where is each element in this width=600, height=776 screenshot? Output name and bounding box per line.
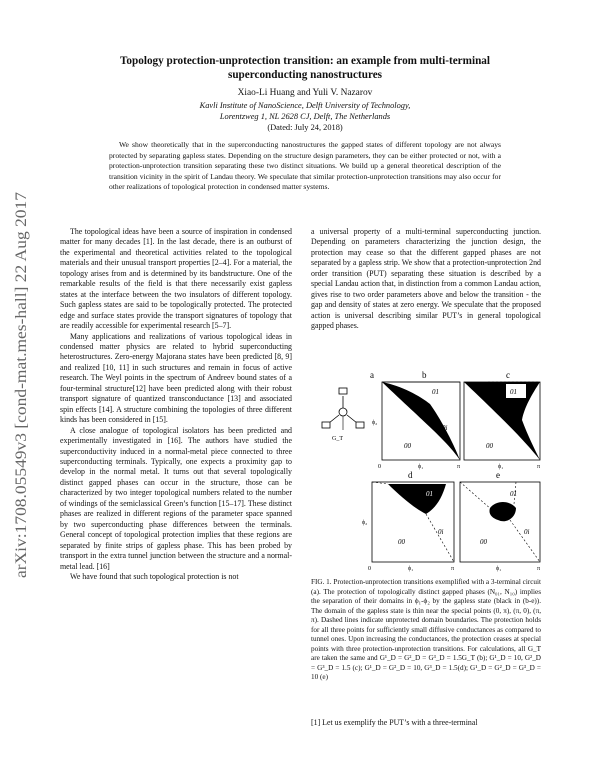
- panel-label-a: a: [370, 370, 374, 380]
- panel-label-d: d: [408, 470, 413, 480]
- paragraph-universal: a universal property of a multi-terminal superconducting junction. Depending on parameters characterizing the junction design, the protection may cease so that the different gapped phases are not separated by a gapless strip. We show that a protection-unprotection 2nd order transition (PUT) separating these situation is described by a special Landau action that, in distinction from a common Landau action, gives rise to two order parameters above and below the transition - the gap and density of states at zero energy. We speculate that the proposed action is universal describing similar PUT’s in general topological gapped phases.: [311, 227, 541, 331]
- panel-d-label-01: 01: [426, 490, 433, 498]
- panel-d-axis-pi: π: [451, 566, 455, 572]
- arxiv-sidebar: [4, 190, 34, 580]
- paper-title: [70, 54, 540, 82]
- panel-b-axis-phi1: ϕ₁: [418, 464, 424, 470]
- lead-right: [347, 415, 357, 423]
- panel-b-frame: [382, 382, 460, 460]
- gt-label: G_T: [332, 436, 343, 442]
- panel-a-circuit: [322, 370, 374, 442]
- panel-b-label-00: 00: [404, 442, 411, 450]
- title-line-1: Topology protection-unprotection transition: an example from multi-terminal: [120, 55, 490, 67]
- panel-b-label-01: 01: [432, 388, 439, 396]
- panel-e: [460, 470, 540, 572]
- panel-d-label-0i: 0i: [438, 528, 444, 536]
- panel-label-b: b: [422, 370, 427, 380]
- date-line: (Dated: July 24, 2018): [267, 123, 343, 132]
- panel-c: [464, 370, 540, 470]
- panel-b: [372, 370, 460, 470]
- panel-c-label-01: 01: [510, 388, 517, 396]
- figure-graphic: [310, 368, 542, 576]
- panel-e-frame: [460, 482, 540, 562]
- panel-c-label-00: 00: [486, 442, 493, 450]
- arxiv-id-graphic: [4, 190, 34, 580]
- panel-d-axis-phi2: ϕ₂: [362, 520, 368, 526]
- panel-e-label-0i: 0i: [524, 528, 530, 536]
- authors: Xiao-Li Huang and Yuli V. Nazarov: [237, 88, 373, 98]
- terminal-left: [322, 422, 330, 428]
- figure-caption: FIG. 1. Protection-unprotection transitions exemplified with a 3-terminal circuit (a). The protection of topologically distinct gapped phases (N₀₁, N₁₀) implies the separation of their domains in ϕ₁-ϕ₂ by the gapless state (black in (b-e)). The domain of the gapless state is thin near the special points (0, π), (π, 0), (π, π). Dashed lines indicate unprotected domain boundaries. The protection holds for all three points for sufficiently small diffusive conductances as compared to tunnel ones. Upon increasing the conductances, the protection ceases at special points with three protection-unprotection transitions. For calculations, all G_T are taken the same and G¹_D = G²_D = G³_D = 1.5G_T (b); G¹_D = 10, G²_D = G³_D = 1.5 (c); G¹_D = G²_D = 10, G³_D = 1.5(d); G¹_D = G²_D = G³_D = 10 (e): [311, 578, 541, 682]
- panel-e-axis-pi: π: [537, 566, 541, 572]
- panel-c-axis-phi1: ϕ₁: [498, 464, 504, 470]
- panel-b-axis-zero: 0: [378, 464, 381, 470]
- panel-b-label-0i: 0i: [442, 424, 448, 432]
- affiliation-line-2: Lorentzweg 1, NL 2628 CJ, Delft, The Netherlands: [219, 112, 391, 121]
- paragraph-applications: Many applications and realizations of various topological ideas in condensed matter physics are related to hybrid superconducting heterostructures. Zero-energy Majorana states have been predicted [8, 9] and realized [10, 11] in such structures and remain in focus of active research. The Weyl points in the spectrum of Andreev bound states of a four-terminal structure[12] have been predicted along with their robust transport signature of quantized transconductance [13] and associated spin effects [14]. A structure combining the topologies of three different kinds has been considered in [15].: [60, 331, 292, 425]
- panel-c-axis-pi: π: [537, 464, 541, 470]
- title-line-2: superconducting nanostructures: [227, 69, 383, 81]
- panel-d: [362, 470, 454, 572]
- affiliation-line-1: Kavli Institute of NanoScience, Delft University of Technology,: [199, 101, 411, 110]
- panel-b-axis-pi: π: [457, 464, 461, 470]
- right-column: [311, 227, 541, 332]
- affiliation: [70, 100, 540, 122]
- panel-e-label-01: 01: [510, 490, 517, 498]
- terminal-right: [356, 422, 364, 428]
- node-center: [339, 408, 347, 416]
- panel-e-axis-phi1: ϕ₁: [496, 566, 502, 572]
- paragraph-analogue: A close analogue of topological isolators has been predicted and experimentally investigated in [16]. The authors have studied the superconductivity induced in a normal-metal piece connected to three superconducting terminals. Typically, one expects a proximity gap to develop in the normal metal. It turns out that several topologically distinct gapped phases can occur in the structure, those can be characterized by two integer topological numbers related to the number of windings of the semiclassical Green’s function [15–17]. These distinct phases are realized in different regions of the parameter space spanned by two superconducting phase differences between the terminals. General concept of topological protection implies that these regions are separated by finite strips of gapless phase. This has been probed by transport in the extra tunnel junction between the structure and a normal-metal lead. [16]: [60, 425, 292, 571]
- panel-d-axis-phi1: ϕ₁: [408, 566, 414, 572]
- figure-1: [310, 368, 542, 576]
- panel-e-label-00: 00: [480, 538, 487, 546]
- panel-b-axis-phi2: ϕ₂: [372, 420, 378, 426]
- panel-label-c: c: [506, 370, 510, 380]
- panel-c-label-0i: 0i: [526, 424, 532, 432]
- left-column: [60, 227, 292, 582]
- terminal-top: [339, 388, 347, 394]
- panel-d-label-00: 00: [398, 538, 405, 546]
- panel-d-axis-zero: 0: [368, 566, 371, 572]
- lead-left: [329, 415, 339, 423]
- arxiv-id-text: arXiv:1708.05549v3 [cond-mat.mes-hall] 22 Aug 2017: [13, 237, 30, 578]
- footnote-line: [1] Let us exemplify the PUT’s with a three-terminal: [311, 718, 478, 727]
- paragraph-found: We have found that such topological protection is not: [70, 571, 239, 581]
- panel-label-e: e: [496, 470, 500, 480]
- abstract: We show theoretically that in the superconducting nanostructures the gapped states of different topology are not always protected by separating gapless states. Depending on the structure design parameters, they can be either protected or not, with a protection-unprotection transition separating these two distinct situations. We build up a general theoretical description of the transition vicinity in the spirit of Landau theory. We speculate that similar protection-unprotection transitions may also occur for other realizations of topological protection in condensed matter systems.: [109, 140, 501, 192]
- paragraph-intro: The topological ideas have been a source of inspiration in condensed matter for many decades [1]. In the last decade, there is an outburst of the experimental and theoretical activities related to the topological materials and their unusual transport properties [2–4]. For a material, the topology arises from and is determined by its bandstructure. One of the remarkable results of the field is that there necessarily exist gapless states at the interface between the two insulators of different topology. Such gapless states are said to be topologically protected. The protected edge and surface states provide the transport signatures of topology that are readily accessible for experimental research [5–7].: [60, 227, 292, 331]
